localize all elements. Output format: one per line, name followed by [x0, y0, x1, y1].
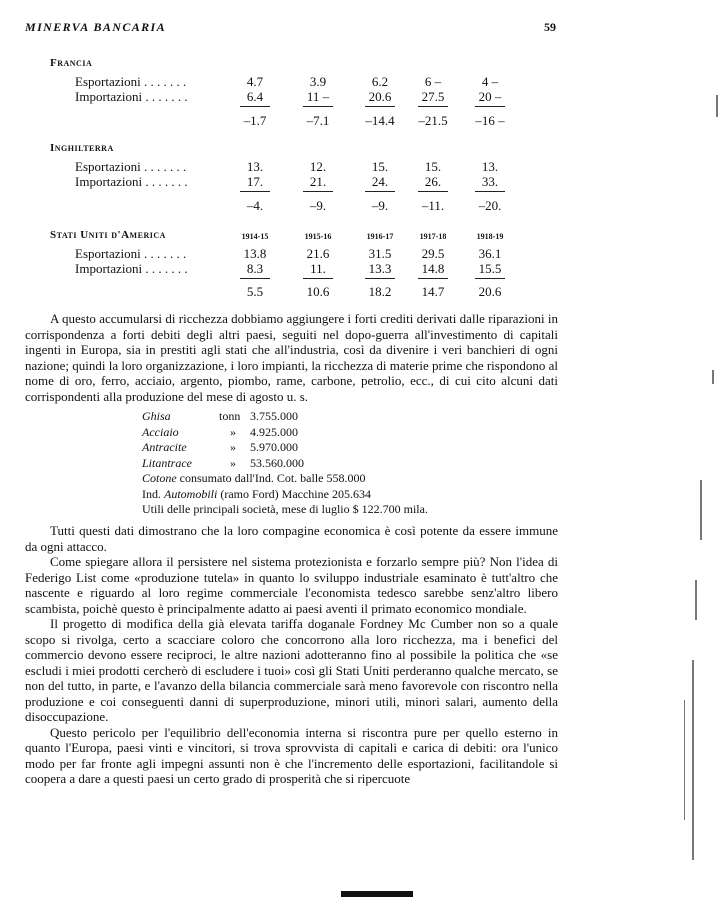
body-paragraph-1: [25, 311, 558, 404]
item-prefix: Ind.: [142, 486, 164, 501]
item-text: (ramo Ford) Macchine 205.634: [217, 486, 371, 501]
table-cell: 20 –: [478, 89, 502, 104]
table-cell: 13.3: [368, 261, 392, 276]
sum-rule: [303, 106, 333, 107]
sum-rule: [240, 278, 270, 279]
row-label-francia-export: Esportazioni . . . . . . .: [75, 74, 187, 89]
scan-mark: [712, 370, 714, 384]
scan-mark: [695, 580, 697, 620]
sum-rule: [475, 191, 505, 192]
table-cell: 15.: [424, 159, 442, 174]
item-value: 4.925.000: [250, 424, 298, 439]
table-cell: 3.9: [309, 74, 327, 89]
total-cell: 5.5: [246, 284, 264, 299]
total-cell: –21.5: [418, 113, 448, 128]
scan-mark: [716, 95, 718, 117]
row-label-usa-import: Importazioni . . . . . . .: [75, 261, 188, 276]
total-cell: –11.: [421, 198, 445, 213]
scan-mark: [684, 700, 685, 820]
item-name: Automobili: [164, 486, 218, 501]
row-label-francia-import: Importazioni . . . . . . .: [75, 89, 188, 104]
table-cell: 21.6: [306, 246, 330, 261]
total-cell: –4.: [246, 198, 264, 213]
table-cell: 36.1: [478, 246, 502, 261]
table-cell: 13.: [481, 159, 499, 174]
sum-rule: [365, 191, 395, 192]
table-cell: 11.: [310, 261, 326, 276]
item-unit: tonn: [219, 409, 241, 423]
ditto-mark: »: [230, 424, 236, 439]
scan-mark: [692, 660, 694, 860]
year-header: 1918-19: [476, 232, 504, 241]
item-name: Antracite: [142, 440, 187, 454]
sum-rule: [418, 278, 448, 279]
item-line: [142, 487, 371, 503]
item-name: Litantrace: [142, 455, 192, 470]
sum-rule: [303, 191, 333, 192]
table-cell: 33.: [481, 174, 499, 189]
table-cell: 6 –: [424, 74, 442, 89]
section-title-francia: Francia: [50, 57, 93, 69]
total-cell: 14.7: [421, 284, 445, 299]
table-cell: 8.3: [246, 261, 264, 276]
item-name: Ghisa: [142, 409, 171, 423]
year-header: 1914-15: [241, 232, 269, 241]
item-value: 53.560.000: [250, 455, 304, 470]
paragraph-text: A questo accumularsi di ricchezza dobbiamo aggiungere i forti crediti derivati dalle riparazioni in corrispondenza a forti debiti degli altri paesi, seguiti nel dopo-guerra all'investimento di capitali ingenti in Europa, sia in prestiti agli stati che all'industria, così da divenire i veri banchieri di ogni nazione; quindi la loro organizzazione, i loro impianti, la ricchezza di materie prime che rispondono al nome di oro, ferro, acciaio, argento, piombo, rame, carbone, petrolio, ecc., di cui cito alcuni dati corrispondenti alla produzione del mese di agosto u. s.: [25, 311, 558, 404]
total-cell: –14.4: [365, 113, 395, 128]
year-header: 1917-18: [419, 232, 447, 241]
item-value: 5.970.000: [250, 440, 298, 454]
year-header: 1916-17: [366, 232, 394, 241]
item-name: Acciaio: [142, 424, 179, 439]
table-cell: 6.2: [371, 74, 389, 89]
sum-rule: [365, 278, 395, 279]
paragraph-text: Come spiegare allora il persistere nel sistema protezionista e forzarlo sempre più? Non l'idea di Federigo List come «produzione tutela» in quanto lo sviluppo industriale esaminato è tutt'altro che nascente e riguardo al loro regime commerciale l'economista tedesco sarebbe senz'altro libero scambista, poichè questo è principalmente adatto ai paesi aventi il primato economico mondiale.: [25, 554, 558, 616]
body-paragraphs: [25, 523, 558, 787]
year-header: 1915-16: [304, 232, 332, 241]
section-title-stati-uniti: Stati Uniti d'America: [50, 229, 166, 241]
row-label-inghilterra-export: Esportazioni . . . . . . .: [75, 159, 187, 174]
sum-rule: [475, 106, 505, 107]
table-cell: 14.8: [421, 261, 445, 276]
total-cell: –1.7: [243, 113, 267, 128]
table-cell: 11 –: [306, 89, 330, 104]
row-label-usa-export: Esportazioni . . . . . . .: [75, 246, 187, 261]
table-cell: 4 –: [481, 74, 499, 89]
sum-rule: [365, 106, 395, 107]
table-cell: 31.5: [368, 246, 392, 261]
ditto-mark: »: [230, 440, 236, 454]
section-title-inghilterra: Inghilterra: [50, 142, 114, 154]
table-cell: 26.: [424, 174, 442, 189]
total-cell: –7.1: [306, 113, 330, 128]
page-header: [25, 20, 556, 40]
item-text: consumato dall'Ind. Cot. balle 558.000: [176, 471, 366, 485]
item-name: Cotone: [142, 471, 177, 485]
table-cell: 13.8: [243, 246, 267, 261]
total-cell: –20.: [478, 198, 502, 213]
item-line: Utili delle principali società, mese di luglio $ 122.700 mila.: [142, 502, 428, 516]
table-cell: 6.4: [246, 89, 264, 104]
total-cell: –16 –: [475, 113, 505, 128]
table-cell: 21.: [309, 174, 327, 189]
sum-rule: [418, 191, 448, 192]
total-cell: 10.6: [306, 284, 330, 299]
sum-rule: [418, 106, 448, 107]
table-cell: 15.: [371, 159, 389, 174]
row-label-inghilterra-import: Importazioni . . . . . . .: [75, 174, 188, 189]
sum-rule: [303, 278, 333, 279]
running-title: MINERVA BANCARIA: [25, 20, 167, 34]
total-cell: –9.: [309, 198, 327, 213]
sum-rule: [475, 278, 505, 279]
sum-rule: [240, 191, 270, 192]
table-cell: 17.: [246, 174, 264, 189]
ditto-mark: »: [230, 455, 236, 470]
table-cell: 27.5: [421, 89, 445, 104]
sum-rule: [240, 106, 270, 107]
paragraph-text: Tutti questi dati dimostrano che la loro compagine economica è così potente da essere immune da ogni attacco.: [25, 523, 558, 554]
table-cell: 13.: [246, 159, 264, 174]
paragraph-text: Questo pericolo per l'equilibrio dell'economia interna si riscontra pure per quello esterno in quanto l'Europa, paesi vinti e vincitori, si trova sprovvista di capitali e carica di debiti: ora l'unico modo per far fronte agli impegni assunti non è che l'incremento delle esportazioni, facilitandole si coopera a dare a questi paesi un certo grado di prosperità che si ripercuote: [25, 724, 558, 786]
paragraph-text: Il progetto di modifica della già elevata tariffa doganale Fordney Mc Cumber non so a quale scopo si rivolga, certo a scacciare coloro che concorrono alla loro ricchezza, ma i benefici del commercio devono essere reciproci, le altre nazioni adotteranno fino al possibile la politica che «se escludi i miei prodotti cercherò di escludere i tuoi» così gli Stati Uniti perderanno qualche mercato, se non del tutto, in parte, e l'avanzo della bilancia commerciale sarà meno favorevole con riscontro nella produzione e coi conseguenti danni di superproduzione, minori utili, minori salari, aumento della disoccupazione.: [25, 616, 558, 724]
table-cell: 29.5: [421, 246, 445, 261]
table-cell: 20.6: [368, 89, 392, 104]
table-cell: 4.7: [246, 74, 264, 89]
scan-mark: [700, 480, 702, 540]
table-cell: 24.: [371, 174, 389, 189]
total-cell: 18.2: [368, 284, 392, 299]
item-value: 3.755.000: [250, 409, 298, 423]
table-cell: 12.: [309, 159, 327, 174]
total-cell: 20.6: [478, 284, 502, 299]
total-cell: –9.: [371, 198, 389, 213]
item-line: [142, 471, 365, 487]
page-number: 59: [544, 20, 556, 34]
footer-bar: [341, 891, 413, 897]
table-cell: 15.5: [478, 261, 502, 276]
